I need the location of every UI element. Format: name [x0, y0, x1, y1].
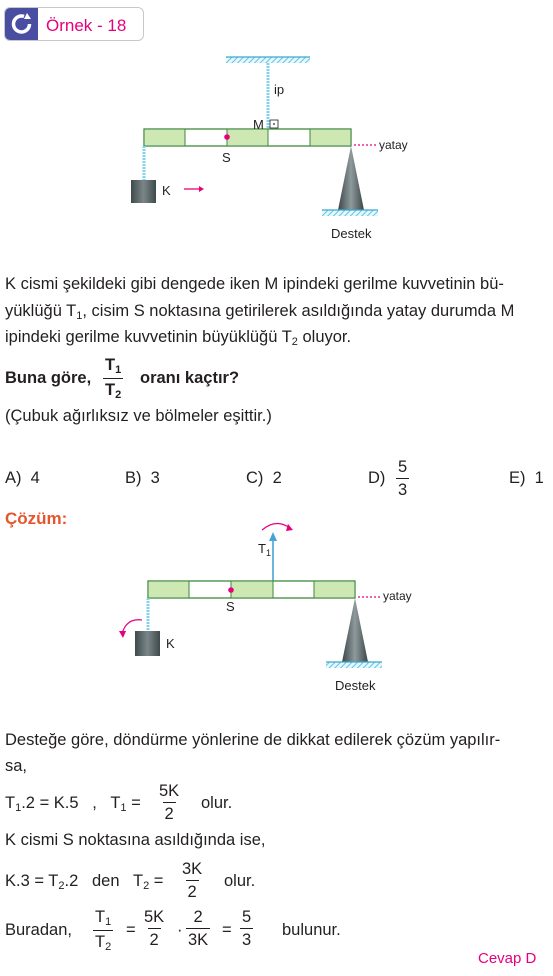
equals-sign-1: =: [126, 921, 136, 939]
option-b: B) 3: [125, 469, 160, 487]
equation-3-fraction-2: $\frac{5K}{2}$: [144, 908, 165, 949]
equation-3-prefix: Buradan,: [5, 921, 72, 939]
equation-3-end: bulunur.: [282, 921, 341, 939]
option-d-label: D): [368, 469, 386, 487]
option-d-fraction: $\frac{5}{3}$: [398, 458, 408, 499]
solution-line-3: K cismi S noktasına asıldığında ise,: [5, 831, 266, 849]
problem-line-3: ipindeki gerilme kuvvetinin büyüklüğü $T_2$ oluyor.: [5, 328, 352, 348]
point-s-dot: [224, 134, 230, 140]
problem-note: (Çubuk ağırlıksız ve bölmeler eşittir.): [5, 407, 272, 425]
problem-line-2: yüklüğü $T_1$, cisim S noktasına getirilerek asıldığında yatay durumda M: [5, 302, 515, 322]
support-label: Destek: [331, 226, 372, 241]
mass-k-label: K: [162, 183, 171, 198]
equals-sign-2: =: [222, 921, 232, 939]
example-title: Örnek - 18: [46, 16, 127, 35]
lever-bar: [144, 129, 351, 146]
option-e: E) 1: [509, 469, 544, 487]
option-a: A) 4: [5, 469, 40, 487]
point-s-label: S: [222, 150, 231, 165]
point-m-label: M: [253, 117, 264, 132]
rope-label: ip: [274, 82, 285, 97]
lever-bar-2: [148, 581, 355, 598]
tension-label: $T_1$: [258, 541, 271, 558]
equation-3-fraction-3: $\frac{2}{3K}$: [188, 908, 209, 949]
weight-k: [131, 180, 156, 203]
question-fraction: $\frac{T_1}{T_2}$: [105, 356, 122, 401]
solution-line-2: sa,: [5, 757, 28, 775]
lever-diagram-2: [0, 510, 553, 700]
equation-1-fraction: $\frac{5K}{2}$: [159, 782, 180, 823]
problem-line-1: K cismi şekildeki gibi dengede iken M ipindeki gerilme kuvvetinin bü-: [5, 275, 504, 293]
support-cone-2: [342, 598, 368, 662]
question-suffix: oranı kaçtır?: [140, 369, 240, 387]
solution-line-1: Desteğe göre, döndürme yönlerine de dikkat edilerek çözüm yapılır-: [5, 731, 501, 749]
point-s-dot-2: [228, 587, 234, 593]
equation-3-fraction-4: $\frac{5}{3}$: [242, 908, 252, 949]
rotation-arrow-icon: [262, 523, 290, 530]
equation-2-text: $K.3 = T_2.2$ den $T_2$ =: [5, 872, 164, 892]
dot-operator: ·: [177, 921, 183, 939]
solution-title: Çözüm:: [5, 509, 68, 528]
weight-k-2: [135, 631, 160, 656]
lever-diagram-1: [0, 0, 553, 250]
ceiling: [226, 57, 310, 63]
point-s-label-2: S: [226, 599, 235, 614]
equation-2-end: olur.: [224, 872, 256, 890]
mass-k-label-2: K: [166, 636, 175, 651]
horizontal-label-2: yatay: [383, 589, 412, 603]
answer-label: Cevap D: [478, 950, 537, 967]
equation-1-text: $T_1.2 = K.5$ , $T_1$ =: [5, 794, 141, 814]
support-cone: [338, 146, 364, 210]
question-prefix: Buna göre,: [5, 369, 92, 387]
option-c: C) 2: [246, 469, 282, 487]
equation-1-end: olur.: [201, 794, 233, 812]
horizontal-label: yatay: [379, 138, 408, 152]
equation-2-fraction: $\frac{3K}{2}$: [182, 860, 203, 901]
support-label-2: Destek: [335, 678, 376, 693]
equation-3-fraction-1: $\frac{T_1}{T_2}$: [95, 908, 112, 953]
